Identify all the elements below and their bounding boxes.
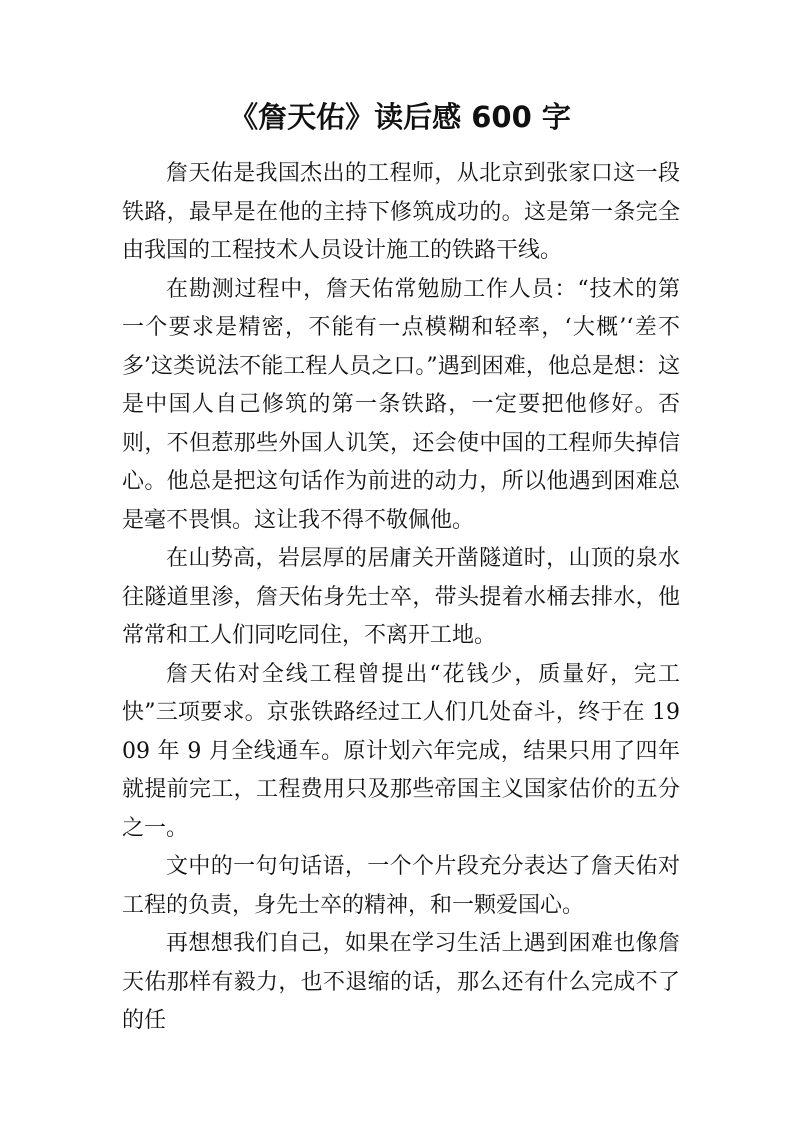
document-body xyxy=(122,155,680,1041)
paragraph: 在勘测过程中，詹天佑常勉励工作人员：“技术的第一个要求是精密，不能有一点模糊和轻率，‘大概’‘差不多’这类说法不能工程人员之口。”遇到困难，他总是想：这是中国人自己修筑的第一条铁路，一定要把他修好。否则，不但惹那些外国人讥笑，还会使中国的工程师失掉信心。他总是把这句话作为前进的动力，所以他遇到困难总是毫不畏惧。这让我不得不敬佩他。 xyxy=(122,276,680,533)
paragraph: 再想想我们自己，如果在学习生活上遇到困难也像詹天佑那样有毅力，也不退缩的话，那么还有什么完成不了的任 xyxy=(122,931,680,1033)
paragraph: 文中的一句句话语，一个个片段充分表达了詹天佑对工程的负责，身先士卒的精神，和一颗爱国心。 xyxy=(122,854,680,918)
paragraph: 在山势高，岩层厚的居庸关开凿隧道时，山顶的泉水往隧道里渗，詹天佑身先士卒，带头提着水桶去排水，他常常和工人们同吃同住，不离开工地。 xyxy=(122,546,680,648)
paragraph: 詹天佑对全线工程曾提出“花钱少，质量好，完工快”三项要求。京张铁路经过工人们几处奋斗，终于在 1909 年 9 月全线通车。原计划六年完成，结果只用了四年就提前完工，工程费用只及那些帝国主义国家估价的五分之一。 xyxy=(122,661,680,841)
paragraph: 詹天佑是我国杰出的工程师，从北京到张家口这一段铁路，最早是在他的主持下修筑成功的。这是第一条完全由我国的工程技术人员设计施工的铁路干线。 xyxy=(122,161,680,263)
document-title: 《詹天佑》读后感 600 字 xyxy=(229,100,571,134)
